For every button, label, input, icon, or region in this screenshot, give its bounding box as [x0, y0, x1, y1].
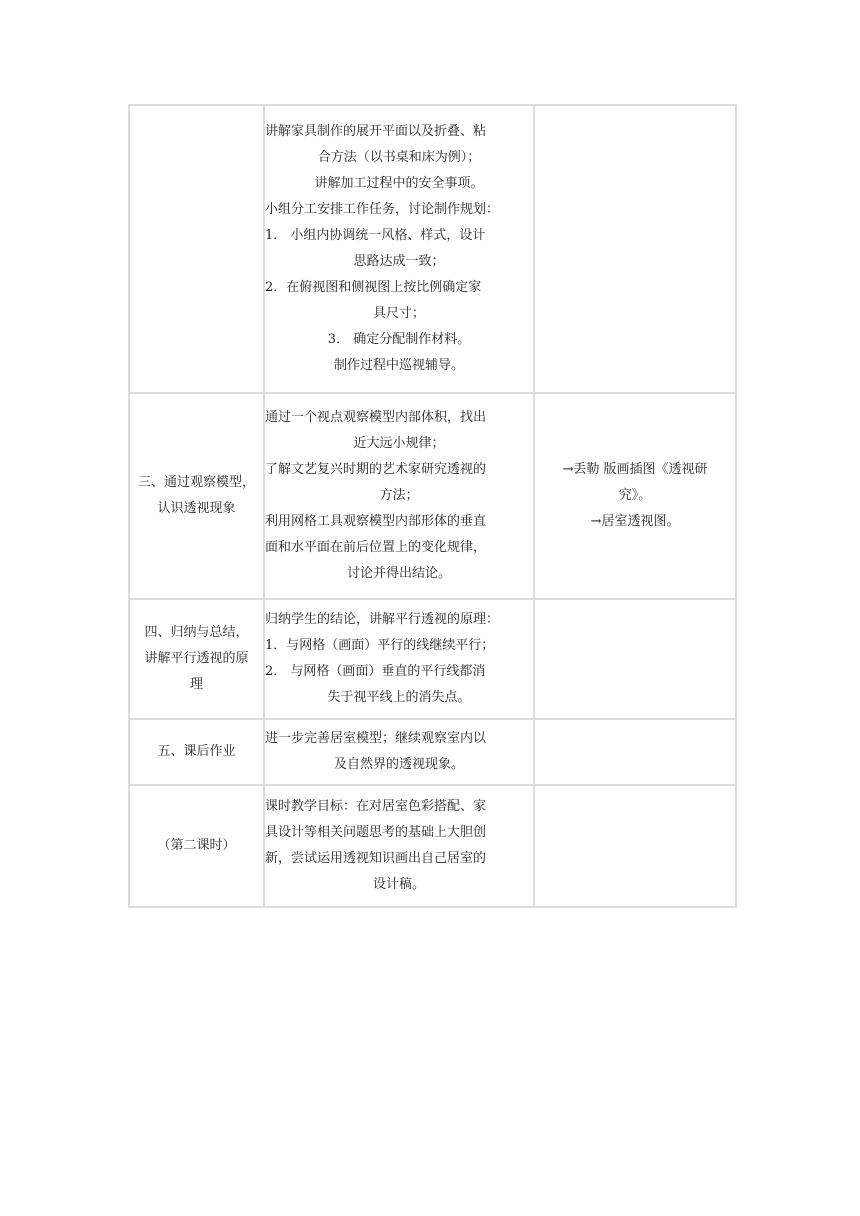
content-line: 归纳学生的结论，讲解平行透视的原理： [265, 612, 500, 627]
stage-line: 三、通过观察模型， [137, 475, 255, 490]
stage-cell [129, 105, 264, 393]
content-line: 具设计等相关问题思考的基础上大胆创 [265, 825, 487, 840]
resources-line: →居室透视图。 [590, 514, 680, 529]
content-line: 2． 与网格（画面）垂直的平行线都消 [265, 664, 486, 679]
stage-line: 四、归纳与总结， [144, 625, 249, 640]
stage-line: 理 [189, 677, 203, 692]
content-line: 失于视平线上的消失点。 [327, 690, 471, 705]
content-line: 制作过程中巡视辅导。 [333, 358, 464, 373]
content-line: 新，尝试运用透视知识画出自己居室的 [265, 851, 487, 866]
stage-cell [129, 393, 264, 599]
content-line: 利用网格工具观察模型内部形体的垂直 [265, 514, 487, 529]
content-line: 合方法（以书桌和床为例）； [317, 150, 481, 165]
resources-line: 究》。 [618, 488, 652, 503]
content-line: 具尺寸； [372, 306, 425, 321]
content-line: 及自然界的透视现象。 [333, 757, 464, 772]
content-cell [264, 599, 534, 719]
lesson-plan-body [129, 105, 736, 907]
resources-cell [534, 785, 736, 907]
content-cell [264, 719, 534, 785]
content-line: 小组分工安排工作任务，讨论制作规划： [265, 202, 500, 217]
resources-cell [534, 105, 736, 393]
content-cell [264, 105, 534, 393]
content-cell [264, 393, 534, 599]
content-line: 3． 确定分配制作材料。 [327, 332, 471, 347]
content-line: 方法； [379, 488, 419, 503]
table-row [129, 599, 736, 719]
table-row [129, 785, 736, 907]
resources-cell [534, 719, 736, 785]
content-line: 1．与网格（画面）平行的线继续平行； [265, 638, 495, 653]
content-line: 2．在俯视图和侧视图上按比例确定家 [265, 280, 482, 295]
content-line: 讨论并得出结论。 [346, 566, 451, 581]
stage-line: 讲解平行透视的原 [144, 651, 249, 666]
table-row [129, 719, 736, 785]
content-line: 了解文艺复兴时期的艺术家研究透视的 [265, 462, 487, 477]
stage-cell [129, 785, 264, 907]
content-cell [264, 785, 534, 907]
resources-cell [534, 599, 736, 719]
stage-cell [129, 719, 264, 785]
table-row [129, 105, 736, 393]
content-line: 进一步完善居室模型；继续观察室内以 [265, 731, 487, 746]
content-line: 设计稿。 [372, 877, 425, 892]
lesson-plan-table [128, 104, 737, 908]
content-line: 通过一个视点观察模型内部体积，找出 [265, 410, 487, 425]
content-line: 面和水平面在前后位置上的变化规律， [265, 540, 487, 555]
resources-line: →丢勒 版画插图《透视研 [562, 462, 708, 477]
content-line: 1． 小组内协调统一风格、样式，设计 [265, 228, 486, 243]
stage-cell [129, 599, 264, 719]
table-row [129, 393, 736, 599]
stage-line: 五、课后作业 [157, 744, 236, 759]
stage-line: （第二课时） [157, 838, 236, 853]
content-line: 课时教学目标：在对居室色彩搭配、家 [265, 799, 487, 814]
resources-cell [534, 393, 736, 599]
stage-line: 认识透视现象 [157, 501, 236, 516]
content-line: 思路达成一致； [353, 254, 445, 269]
content-line: 讲解加工过程中的安全事项。 [314, 176, 484, 191]
content-line: 近大远小规律； [353, 436, 445, 451]
content-line: 讲解家具制作的展开平面以及折叠、粘 [265, 124, 487, 139]
